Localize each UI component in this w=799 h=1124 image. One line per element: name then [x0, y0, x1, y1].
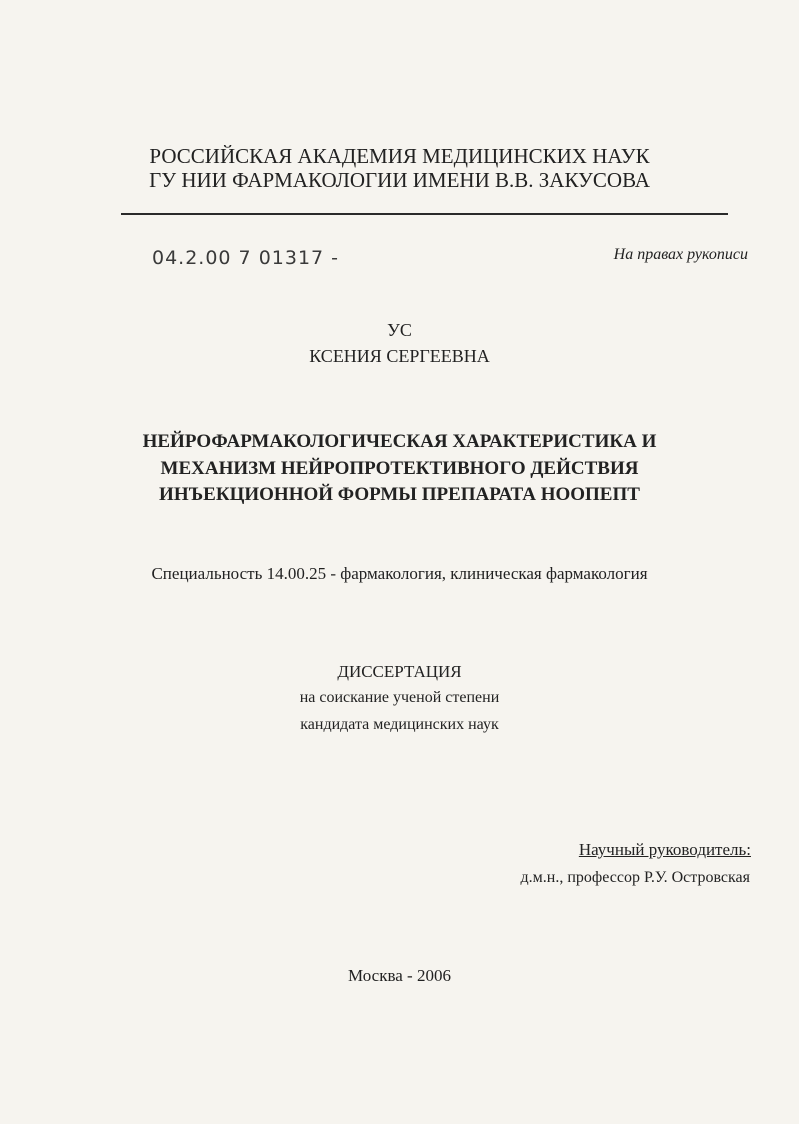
institution-name-line-2: ГУ НИИ ФАРМАКОЛОГИИ ИМЕНИ В.В. ЗАКУСОВА	[149, 168, 650, 192]
author-name: КСЕНИЯ СЕРГЕЕВНА	[309, 346, 490, 366]
institution-name-line-1: РОССИЙСКАЯ АКАДЕМИЯ МЕДИЦИНСКИХ НАУК	[149, 144, 650, 168]
dissertation-title-line-1: НЕЙРОФАРМАКОЛОГИЧЕСКАЯ ХАРАКТЕРИСТИКА И	[142, 431, 657, 452]
specialty-line: Специальность 14.00.25 - фармакология, клиническая фармакология	[151, 564, 648, 583]
registry-number-stamp: 04.2.00 7 01317 -	[152, 247, 340, 269]
degree-line-1: на соискание ученой степени	[299, 689, 500, 706]
manuscript-rights-note: На правах рукописи	[613, 246, 748, 263]
degree-line-2: кандидата медицинских наук	[300, 716, 499, 733]
thesis-type: ДИССЕРТАЦИЯ	[337, 662, 462, 681]
dissertation-title-line-2: МЕХАНИЗМ НЕЙРОПРОТЕКТИВНОГО ДЕЙСТВИЯ	[160, 458, 639, 479]
dissertation-title-line-3: ИНЪЕКЦИОННОЙ ФОРМЫ ПРЕПАРАТА НООПЕПТ	[159, 484, 640, 505]
place-and-year: Москва - 2006	[348, 966, 451, 985]
supervisor-name: д.м.н., профессор Р.У. Островская	[520, 869, 750, 886]
supervisor-label: Научный руководитель:	[578, 840, 751, 859]
header-divider	[121, 213, 728, 215]
author-surname: УС	[387, 320, 412, 340]
